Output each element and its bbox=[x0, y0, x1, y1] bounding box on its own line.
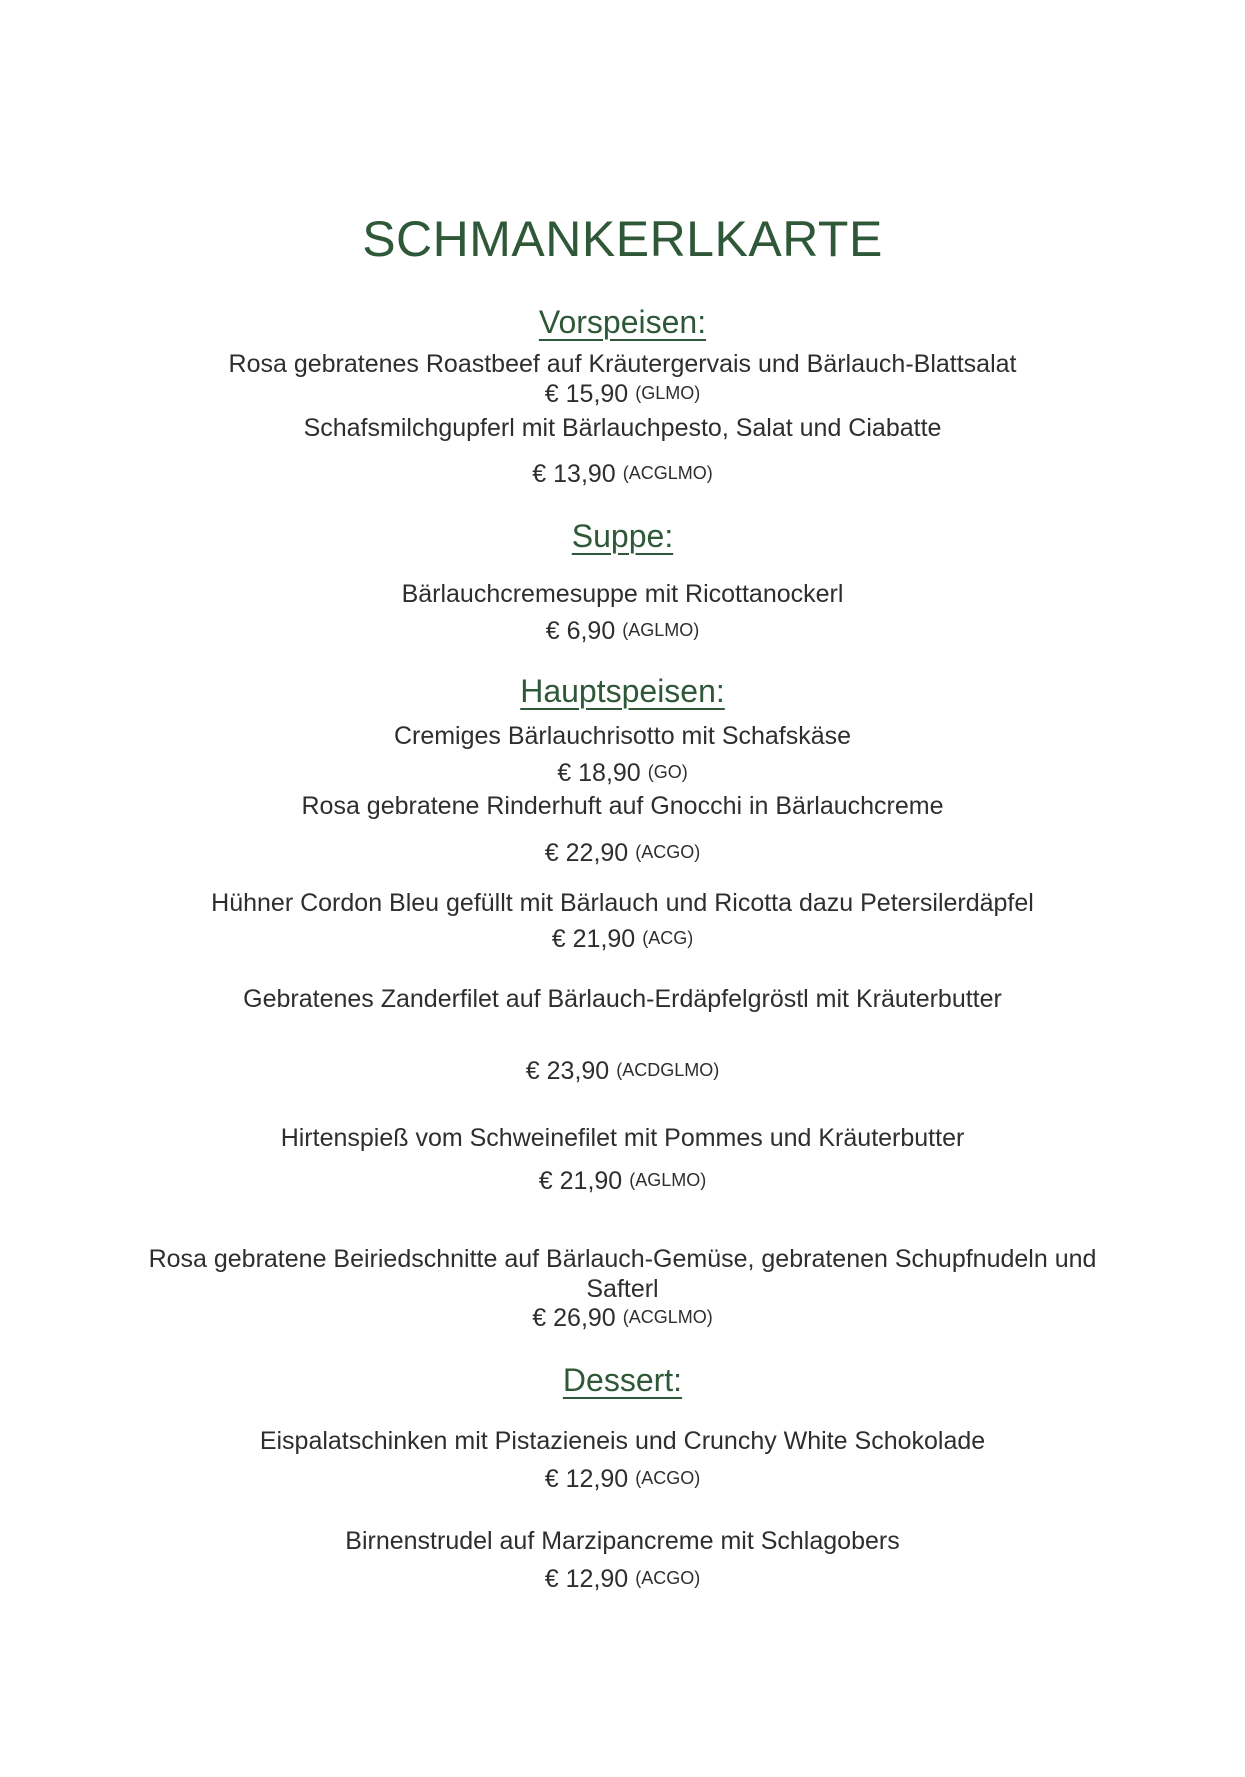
price-line bbox=[0, 1467, 1245, 1492]
section-heading-vorspeisen: Vorspeisen: bbox=[538, 304, 707, 340]
price-line bbox=[0, 462, 1245, 487]
price-line bbox=[0, 1306, 1245, 1331]
dish-name: Rosa gebratenes Roastbeef auf Kräutergervais und Bärlauch-Blattsalat bbox=[228, 350, 1017, 378]
section-heading-suppe: Suppe: bbox=[571, 518, 674, 554]
dish-price: € 15,90 bbox=[544, 380, 629, 408]
price-line bbox=[0, 1169, 1245, 1194]
dish-name: Birnenstrudel auf Marzipancreme mit Schlagobers bbox=[345, 1527, 900, 1555]
allergen-code: (GLMO) bbox=[635, 383, 701, 403]
allergen-code: (ACGO) bbox=[635, 1468, 701, 1488]
allergen-code: (GO) bbox=[647, 762, 688, 782]
dish-name: Eispalatschinken mit Pistazieneis und Crunchy White Schokolade bbox=[259, 1427, 986, 1455]
dish-name: Hühner Cordon Bleu gefüllt mit Bärlauch und Ricotta dazu Petersilerdäpfel bbox=[211, 889, 1034, 917]
price-line bbox=[0, 761, 1245, 786]
allergen-code: (ACGLMO) bbox=[622, 1307, 713, 1327]
dish-name: Rosa gebratene Beiriedschnitte auf Bärlauch-Gemüse, gebratenen Schupfnudeln und Safterl bbox=[148, 1245, 1097, 1303]
dish-price: € 13,90 bbox=[532, 460, 616, 488]
allergen-code: (AGLMO) bbox=[622, 620, 700, 640]
dish-price: € 22,90 bbox=[544, 839, 629, 867]
dish-price: € 26,90 bbox=[532, 1304, 616, 1332]
section-heading-hauptspeisen: Hauptspeisen: bbox=[520, 673, 725, 709]
price-line bbox=[0, 841, 1245, 866]
dish-price: € 6,90 bbox=[545, 617, 616, 645]
dish-price: € 21,90 bbox=[551, 925, 636, 953]
dish-price: € 12,90 bbox=[544, 1465, 629, 1493]
price-line bbox=[0, 1567, 1245, 1592]
allergen-code: (AGLMO) bbox=[629, 1170, 707, 1190]
dish-name: Gebratenes Zanderfilet auf Bärlauch-Erdäpfelgröstl mit Kräuterbutter bbox=[243, 985, 1002, 1013]
allergen-code: (ACGO) bbox=[635, 842, 701, 862]
dish-price: € 23,90 bbox=[525, 1057, 610, 1085]
price-line bbox=[0, 382, 1245, 407]
dish-name: Hirtenspieß vom Schweinefilet mit Pommes und Kräuterbutter bbox=[280, 1124, 965, 1152]
menu-title: SCHMANKERLKARTE bbox=[362, 211, 883, 267]
price-line bbox=[0, 619, 1245, 644]
dish-name: Bärlauchcremesuppe mit Ricottanockerl bbox=[401, 580, 844, 608]
dish-price: € 21,90 bbox=[538, 1167, 623, 1195]
allergen-code: (ACG) bbox=[642, 928, 694, 948]
dish-name: Schafsmilchgupferl mit Bärlauchpesto, Salat und Ciabatte bbox=[303, 414, 942, 442]
dish-name: Rosa gebratene Rinderhuft auf Gnocchi in Bärlauchcreme bbox=[301, 792, 944, 820]
section-heading-dessert: Dessert: bbox=[562, 1362, 683, 1398]
allergen-code: (ACGO) bbox=[635, 1568, 701, 1588]
price-line bbox=[0, 927, 1245, 952]
dish-name: Cremiges Bärlauchrisotto mit Schafskäse bbox=[393, 722, 852, 750]
allergen-code: (ACDGLMO) bbox=[616, 1060, 720, 1080]
price-line bbox=[0, 1059, 1245, 1084]
allergen-code: (ACGLMO) bbox=[622, 463, 713, 483]
dish-price: € 12,90 bbox=[544, 1565, 629, 1593]
dish-price: € 18,90 bbox=[557, 759, 641, 787]
